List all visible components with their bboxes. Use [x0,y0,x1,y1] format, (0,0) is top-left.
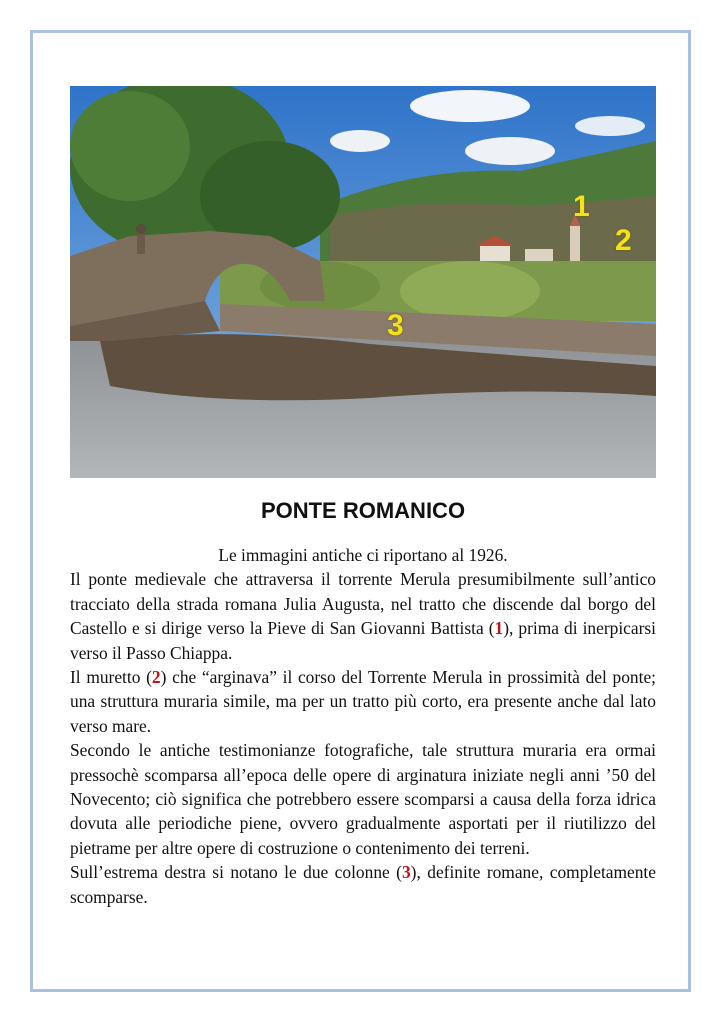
paragraph-2: Il muretto (2) che “arginava” il corso del Torrente Merula in prossimità del ponte; una struttura muraria simile, ma per un tratto più corto, era presente anche dal lato verso mare. [70,667,656,736]
paragraph-3: Secondo le antiche testimonianze fotografiche, tale struttura muraria era ormai pressochè scomparsa all’epoca delle opere di arginatura iniziate negli anni ’50 del Novecento; ciò significa che potrebbero essere scomparsi a causa della forza idrica dovuta alle periodiche piene, ovvero gradualmente asportati per il riutilizzo del pietrame per altre opere di costruzione o contenimento dei terreni. [70,740,656,858]
marker-3: 3 [387,309,404,342]
ref-number-1: 1 [494,618,504,639]
paragraph-4: Sull’estrema destra si notano le due colonne (3), definite romane, completamente scomparse. [70,862,656,907]
ref-number-3: 3 [401,862,411,883]
ref-number-2: 2 [151,667,161,688]
marker-2: 2 [615,224,632,257]
bridge-photo [70,86,656,478]
intro-line: Le immagini antiche ci riportano al 1926. [218,545,508,565]
page-title: PONTE ROMANICO [260,498,466,523]
paragraph-1: Il ponte medievale che attraversa il torrente Merula presumibilmente sull’antico tracciato della strada romana Julia Augusta, nel tratto che discende dal borgo del Castello e si dirige verso la Pieve di San Giovanni Battista (1), prima di inerpicarsi verso il Passo Chiappa. [70,569,656,663]
marker-1: 1 [573,190,590,223]
body-text [70,543,656,909]
